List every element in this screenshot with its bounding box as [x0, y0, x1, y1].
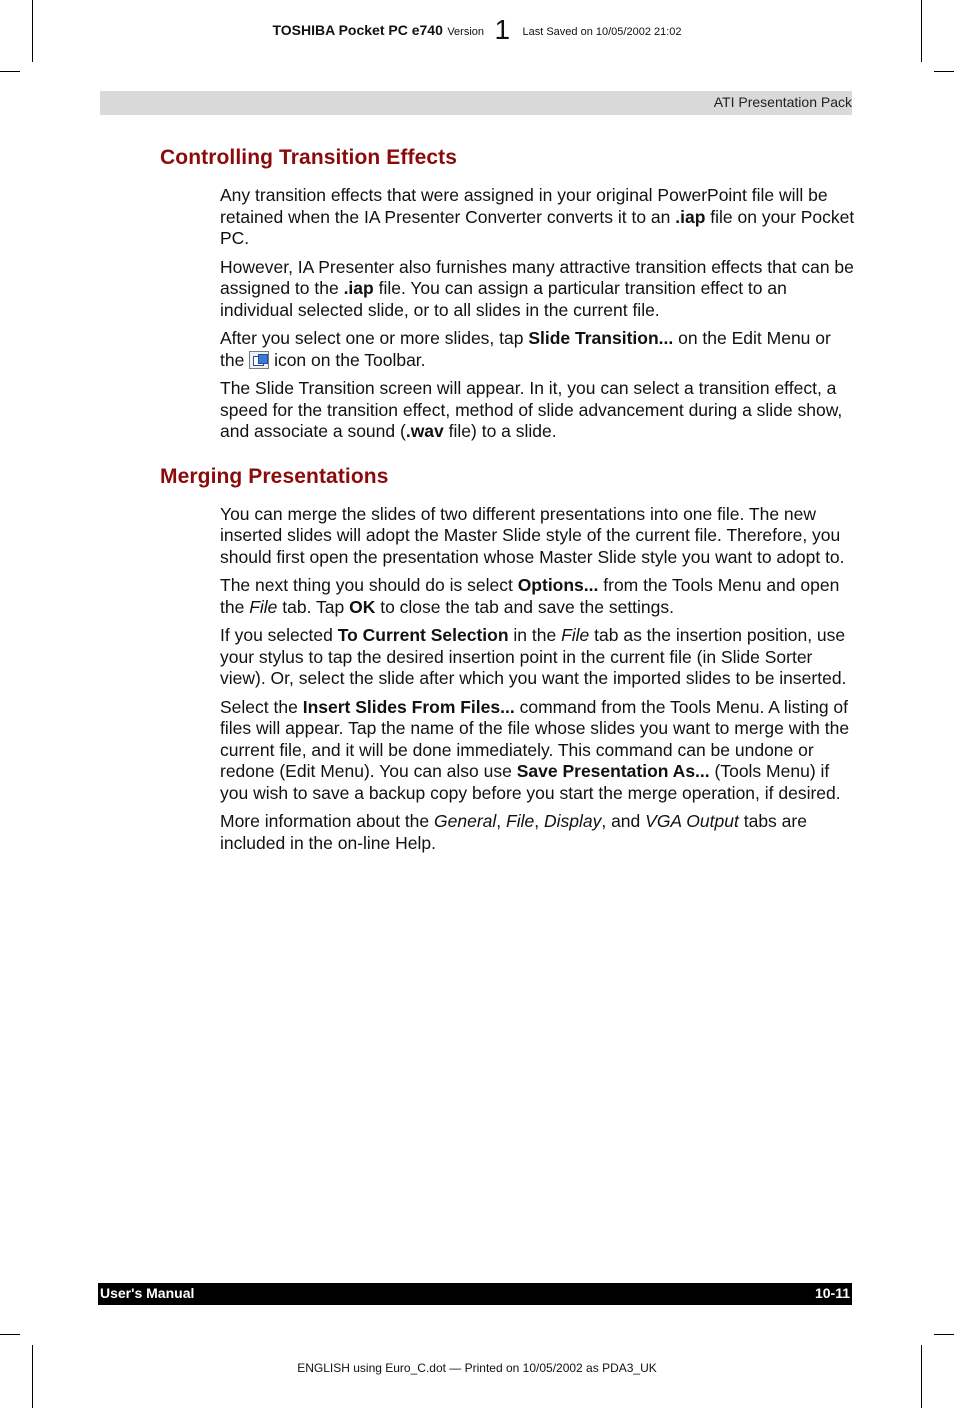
crop-mark [0, 71, 20, 72]
crop-mark [934, 71, 954, 72]
page-content [160, 146, 860, 876]
section-heading: Controlling Transition Effects [160, 146, 458, 169]
running-header [100, 91, 852, 115]
paragraph: Select the Insert Slides From Files... command from the Tools Menu. A listing of files will appear. Tap the name of the file whose slides you want to merge with the current file, and it will be done immediately. This command can be undone or redone (Edit Menu). You can also use Save Presentation As... (Tools Menu) if you wish to save a backup copy before you start the merge operation, if desired. [220, 696, 850, 803]
manual-title: User's Manual [100, 1285, 195, 1301]
paragraph: The Slide Transition screen will appear. In it, you can select a transition effect, a speed for the transition effect, method of slide advancement during a slide show, and associate a sound (.wav file) to a slide. [220, 378, 843, 441]
page-number: 10-11 [814, 1285, 850, 1301]
product-name: TOSHIBA Pocket PC e740 [272, 22, 443, 38]
crop-mark [0, 1334, 20, 1335]
section-transition-effects [160, 146, 860, 443]
section-merging-presentations [160, 465, 860, 855]
paragraph: After you select one or more slides, tap Slide Transition... on the Edit Menu or the icon on the Toolbar. [220, 328, 831, 370]
crop-mark [934, 1334, 954, 1335]
section-heading: Merging Presentations [160, 464, 389, 488]
paragraph: You can merge the slides of two different presentations into one file. The new inserted slides will adopt the Master Slide style of the current file. Therefore, you should first open the presentation whose Master Slide style you want to adopt to. [220, 503, 845, 567]
last-saved: Last Saved on 10/05/2002 21:02 [522, 26, 682, 38]
paragraph: However, IA Presenter also furnishes many attractive transition effects that can be assigned to the .iap file. You can assign a particular transition effect to an individual selected slide, or to all slides in the current file. [220, 256, 854, 320]
document-meta-header [0, 14, 954, 46]
crop-mark [32, 1345, 33, 1408]
slide-transition-icon [249, 351, 269, 369]
running-footer [98, 1283, 852, 1305]
chapter-title: ATI Presentation Pack [713, 94, 852, 110]
crop-mark [921, 1345, 922, 1408]
paragraph: More information about the General, File, Display, and VGA Output tabs are included in the on-line Help. [220, 811, 807, 853]
version-label: Version [447, 26, 485, 38]
paragraph: Any transition effects that were assigned in your original PowerPoint file will be retained when the IA Presenter Converter converts it to an .iap file on your Pocket PC. [220, 185, 855, 248]
paragraph: The next thing you should do is select Options... from the Tools Menu and open the File tab. Tap OK to close the tab and save the settings. [220, 575, 840, 617]
print-info: ENGLISH using Euro_C.dot — Printed on 10/05/2002 as PDA3_UK [297, 1361, 657, 1375]
version-number: 1 [494, 14, 511, 45]
paragraph: If you selected To Current Selection in the File tab as the insertion position, use your stylus to tap the desired insertion point in the current file (in Slide Sorter view). Or, select the slide after which you want the imported slides to be inserted. [220, 625, 847, 688]
